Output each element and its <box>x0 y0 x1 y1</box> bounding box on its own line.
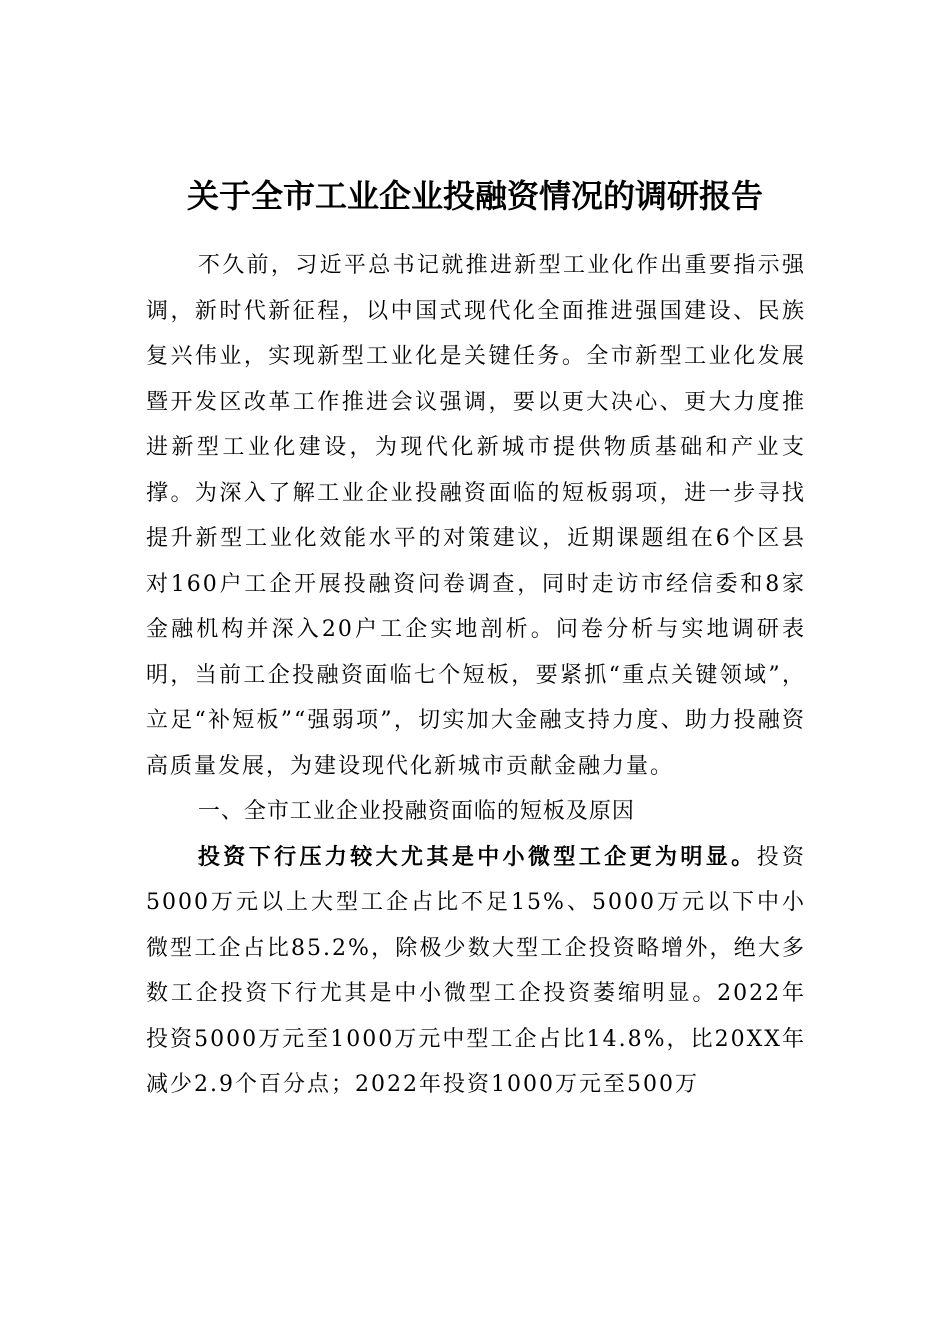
intro-paragraph: 不久前，习近平总书记就推进新型工业化作出重要指示强调，新时代新征程，以中国式现代化全面推进强国建设、民族复兴伟业，实现新型工业化是关键任务。全市新型工业化发展暨开发区改革工作推进会议强调，要以更大决心、更大力度推进新型工业化建设，为现代化新城市提供物质基础和产业支撑。为深入了解工业企业投融资面临的短板弱项，进一步寻找提升新型工业化效能水平的对策建议，近期课题组在6个区县对160户工企开展投融资问卷调查，同时走访市经信委和8家金融机构并深入20户工企实地剖析。问卷分析与实地调研表明，当前工企投融资面临七个短板，要紧抓“重点关键领域”，立足“补短板”“强弱项”，切实加大金融支持力度、助力投融资高质量发展，为建设现代化新城市贡献金融力量。 <box>146 253 806 779</box>
section-heading: 一、全市工业企业投融资面临的短板及原因 <box>197 799 635 824</box>
paragraph-lead-sentence: 投资下行压力较大尤其是中小微型工企更为明显。 <box>197 843 757 870</box>
document-title: 关于全市工业企业投融资情况的调研报告 <box>186 177 763 215</box>
section-paragraph <box>146 835 806 1108</box>
paragraph-body-text: 投资5000万元以上大型工企占比不足15%、5000万元以下中小微型工企占比85.2%，除极少数大型工企投资略增外，绝大多数工企投资下行尤其是中小微型工企投资萎缩明显。2022年投资5000万元至1000万元中型工企占比14.8%，比20XX年减少2.9个百分点；2022年投资1000万元至500万 <box>146 844 806 1097</box>
document-body <box>146 243 806 1108</box>
